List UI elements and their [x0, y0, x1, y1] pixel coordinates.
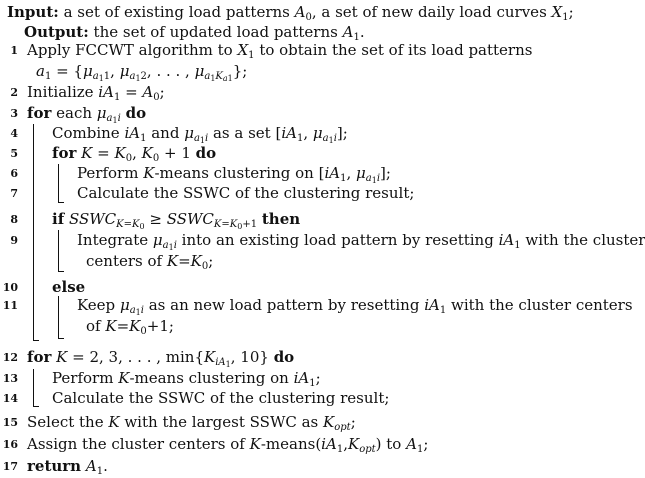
line-2: Initialize $iA_1 = A_0$;: [27, 83, 165, 103]
line-14: Calculate the SSWC of the clustering result;: [52, 389, 390, 407]
for-keyword: for: [52, 144, 77, 162]
line-4: Combine $iA_1$ and $\mu_{a_1i}$ as a set [$iA_1$, $\mu_{a_1i}$];: [52, 124, 348, 145]
line-number: 2: [10, 86, 18, 99]
line-11a: Keep $\mu_{a_1i}$ as an new load pattern by resetting $iA_1$ with the cluster centers: [77, 296, 633, 317]
line-12: for K = 2, 3, . . . , $\min\{K_{iA_1}$, 10} do: [27, 348, 295, 369]
line-number: 4: [10, 127, 18, 140]
input-text-rendered: a set of existing load patterns $A_0$, a set of new daily load curves $X_1$;: [63, 3, 574, 23]
input-line: [7, 2, 574, 22]
for-keyword: for: [27, 104, 52, 122]
then-keyword: then: [261, 210, 301, 228]
if-keyword: if: [52, 210, 65, 228]
line-number: 13: [2, 372, 18, 385]
line-number: 3: [10, 107, 18, 120]
for-keyword: for: [27, 348, 52, 366]
line-number: 9: [10, 234, 18, 247]
line-1b: $a_1 = \{\mu_{a_11}$, $\mu_{a_12}$, . . . , $\mu_{a_1K_{a1}}$};: [36, 62, 248, 83]
line-15: Select the K with the largest SSWC as $K_{opt}$;: [27, 413, 356, 433]
inner-for-block-bar: [58, 164, 64, 203]
line-17: return $A_1$.: [27, 457, 108, 477]
output-text-rendered: the set of updated load patterns $A_1$.: [93, 23, 365, 43]
input-label: Input:: [7, 3, 59, 21]
final-for-block-bar: [33, 369, 39, 407]
line-3: for each $\mu_{a_1i}$ do: [27, 104, 147, 125]
do-keyword: do: [195, 144, 217, 162]
line-10: [52, 277, 85, 297]
line-number: 16: [2, 438, 18, 451]
return-keyword: return: [27, 457, 82, 475]
do-keyword: do: [273, 348, 295, 366]
line-number: 14: [2, 392, 18, 405]
else-block-bar: [58, 296, 64, 339]
line-8: if $SSWC_{K=K_0}$ ≥ $SSWC_{K=K_0+1}$ then: [52, 210, 301, 231]
line-number: 15: [2, 416, 18, 429]
line-6: Perform K-means clustering on [$iA_1$, $\mu_{a_1i}$];: [77, 164, 391, 185]
line-number: 17: [2, 460, 18, 473]
line-16: Assign the cluster centers of $K-means(iA_1,K_{opt})$ to $A_1$;: [27, 435, 429, 455]
line-7: Calculate the SSWC of the clustering result;: [77, 184, 415, 202]
line-number: 1: [10, 44, 18, 57]
line-number: 10: [2, 281, 18, 294]
output-label: Output:: [24, 23, 89, 41]
line-number: 8: [10, 213, 18, 226]
line-number: 6: [10, 167, 18, 180]
line-5: for $K = K_0$, $K_0 + 1$ do: [52, 144, 217, 164]
line-9b: centers of $K=K_0$;: [86, 252, 214, 272]
line-9a: Integrate $\mu_{a_1i}$ into an existing load pattern by resetting $iA_1$ with the cluster: [77, 231, 645, 252]
else-keyword: else: [52, 278, 86, 296]
then-block-bar: [58, 230, 64, 272]
line-number: 11: [2, 299, 18, 312]
line-13: Perform K-means clustering on $iA_1$;: [52, 369, 321, 389]
line-11b: of $K=K_0+1$;: [86, 317, 174, 337]
line-number: 7: [10, 187, 18, 200]
for-each-block-bar: [33, 124, 39, 341]
line-number: 12: [2, 351, 18, 364]
output-line: [24, 22, 365, 42]
line-1a: Apply FCCWT algorithm to $X_1$ to obtain the set of its load patterns: [27, 41, 533, 61]
line-number: 5: [10, 147, 18, 160]
do-keyword: do: [125, 104, 147, 122]
